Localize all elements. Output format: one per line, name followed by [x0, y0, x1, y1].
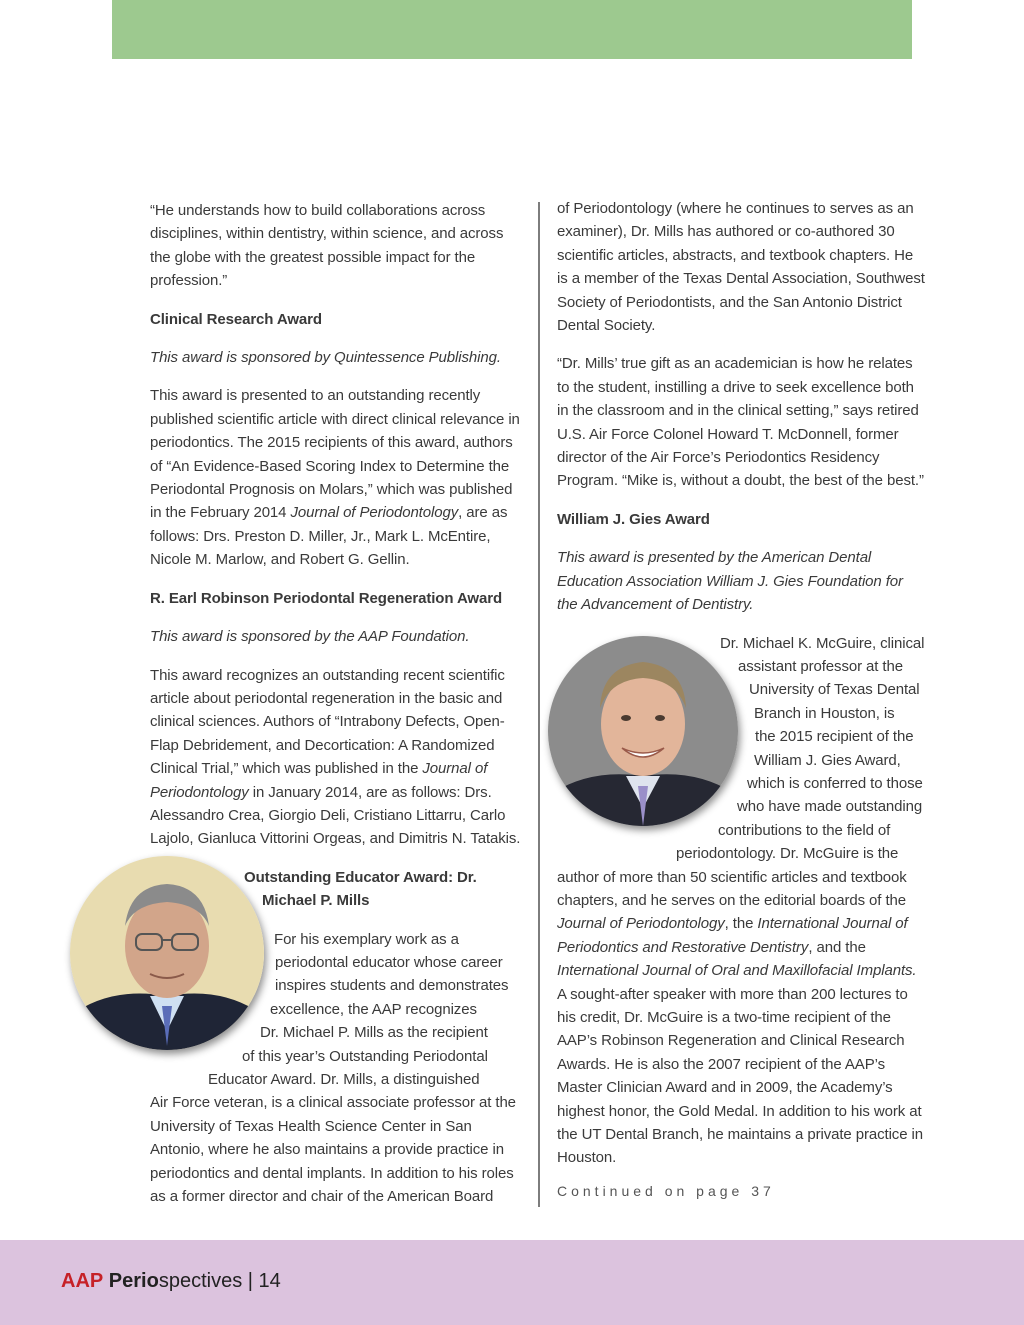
mcguire-line: contributions to the field of: [718, 821, 891, 839]
mcguire-separator-2: , and the: [808, 938, 866, 956]
portrait-michael-mills: [70, 856, 264, 1050]
mcguire-text-1: author of more than 50 scientific articles and textbook chapters, and he serves on the editorial boards of the: [557, 868, 907, 909]
educator-line: For his exemplary work as a: [274, 930, 459, 948]
educator-line: inspires students and demonstrates: [275, 977, 509, 995]
left-column: [150, 199, 522, 1208]
clinical-research-award-paragraph: [150, 384, 522, 571]
robinson-award-heading: R. Earl Robinson Periodontal Regeneration Award: [150, 589, 503, 607]
educator-award-heading-line-1: Outstanding Educator Award: Dr.: [244, 868, 477, 886]
brand-spectives: spectives: [158, 1270, 243, 1292]
mcguire-text-2: A sought-after speaker with more than 200 lectures to his credit, Dr. McGuire is a two-time recipient of the AAP’s Robinson Regeneration and Clinical Research Awards. He is also the 2007 recipient of the AAP’s Master Clinician Award and in 2009, the Academy’s highest honor, the Gold Medal. In addition to his work at the UT Dental Branch, he maintains a private practice in Houston.: [557, 985, 923, 1167]
mcdonnell-quote: “Dr. Mills’ true gift as an academician is how he relates to the student, instilling a drive to seek excellence both in the classroom and in the clinical setting,” says retired U.S. Air Force Colonel Howard T. McDonnell, former director of the Air Force’s Periodontics Residency Program. “Mike is, without a doubt, the best of the best.”: [557, 355, 924, 490]
page-number: | 14: [247, 1270, 281, 1292]
mcguire-line: Dr. Michael K. McGuire, clinical: [720, 634, 925, 652]
robinson-journal-name: Journal of Periodontology: [150, 760, 488, 801]
educator-line: of this year’s Outstanding Periodontal: [242, 1047, 488, 1065]
mcguire-line: which is conferred to those: [747, 774, 923, 792]
brand-aap: AAP: [61, 1270, 104, 1292]
portrait-michael-mcguire: [548, 636, 738, 826]
footer-publication-name: [61, 1270, 281, 1293]
clinical-text-1: This award is presented to an outstanding recently published scientific article with direct clinical relevance in periodontics. The 2015 recipients of this award, authors of “An Evidence-Based Scoring Index to Determine the Periodontal Prognosis on Molars,” which was published in the February 2014: [150, 387, 520, 522]
gies-award-heading: William J. Gies Award: [557, 510, 710, 528]
robinson-award-sponsor: This award is sponsored by the AAP Foundation.: [150, 628, 470, 646]
educator-award-heading-line-2: Michael P. Mills: [262, 892, 370, 910]
clinical-research-award-heading: Clinical Research Award: [150, 310, 322, 328]
journal-name-periodontics-restorative: International Journal of Periodontics and Restorative Dentistry: [557, 915, 908, 956]
gies-award-sponsor: This award is presented by the American Dental Education Association William J. Gies Foundation for the Advancement of Dentistry.: [557, 549, 903, 614]
mcguire-line: assistant professor at the: [738, 657, 903, 675]
educator-line: Dr. Michael P. Mills as the recipient: [260, 1024, 488, 1042]
mcguire-line: periodontology. Dr. McGuire is the: [676, 845, 899, 863]
mcguire-line: University of Texas Dental: [749, 681, 920, 699]
educator-paragraph-rest: Air Force veteran, is a clinical associate professor at the University of Texas Health Science Center in San Antonio, where he also maintains a provide practice in periodontics and dental implants. In addition to his roles as a former director and chair of the American Board: [150, 1094, 516, 1206]
robinson-text-1: This award recognizes an outstanding recent scientific article about periodontal regeneration in the basic and clinical sciences. Authors of “Intrabony Defects, Open-Flap Debridement, and Decortication: A Randomized Clinical Trial,” which was published in the: [150, 666, 505, 778]
header-color-band: [112, 0, 912, 59]
clinical-research-award-sponsor: This award is sponsored by Quintessence Publishing.: [150, 349, 501, 367]
continued-on-page-link[interactable]: Continued on page 37: [557, 1182, 775, 1199]
brand-perio: Perio: [108, 1270, 159, 1292]
mcguire-line: the 2015 recipient of the: [755, 728, 914, 746]
closing-quote: “He understands how to build collaborations across disciplines, within dentistry, within science, and across the globe with the greatest possible impact for the profession.”: [150, 202, 504, 290]
journal-name-oral-maxillofacial: International Journal of Oral and Maxillofacial Implants.: [557, 962, 917, 980]
mcguire-separator-1: , the: [724, 915, 758, 933]
educator-line: Educator Award. Dr. Mills, a distinguished: [208, 1071, 480, 1088]
educator-line: periodontal educator whose career: [275, 953, 503, 971]
journal-name-periodontology: Journal of Periodontology: [557, 915, 725, 933]
robinson-award-paragraph: [150, 664, 522, 851]
column-divider: [538, 202, 540, 1207]
mcguire-paragraph-rest: [557, 866, 927, 1170]
mcguire-line: Branch in Houston, is: [754, 704, 895, 722]
mcguire-line: who have made outstanding: [737, 798, 923, 816]
educator-line: excellence, the AAP recognizes: [270, 1000, 477, 1018]
mills-bio-continued: of Periodontology (where he continues to serves as an examiner), Dr. Mills has authored or co-authored 30 scientific articles, abstracts, and textbook chapters. He is a member of the Texas Dental Association, Southwest Society of Periodontists, and the San Antonio District Dental Society.: [557, 200, 925, 335]
mcguire-line: William J. Gies Award,: [754, 751, 901, 769]
clinical-text-2: , are as follows: Drs. Preston D. Miller, Jr., Mark L. McEntire, Nicole M. Marlow, and Robert G. Gellin.: [150, 504, 508, 569]
clinical-journal-name: Journal of Periodontology: [290, 504, 459, 522]
robinson-text-2: in January 2014, are as follows: Drs. Alessandro Crea, Giorgio Deli, Cristiano Littarru, Carlo Lajolo, Gianluca Vittorini Orgeas, and Dimitris N. Tatakis.: [150, 783, 521, 848]
